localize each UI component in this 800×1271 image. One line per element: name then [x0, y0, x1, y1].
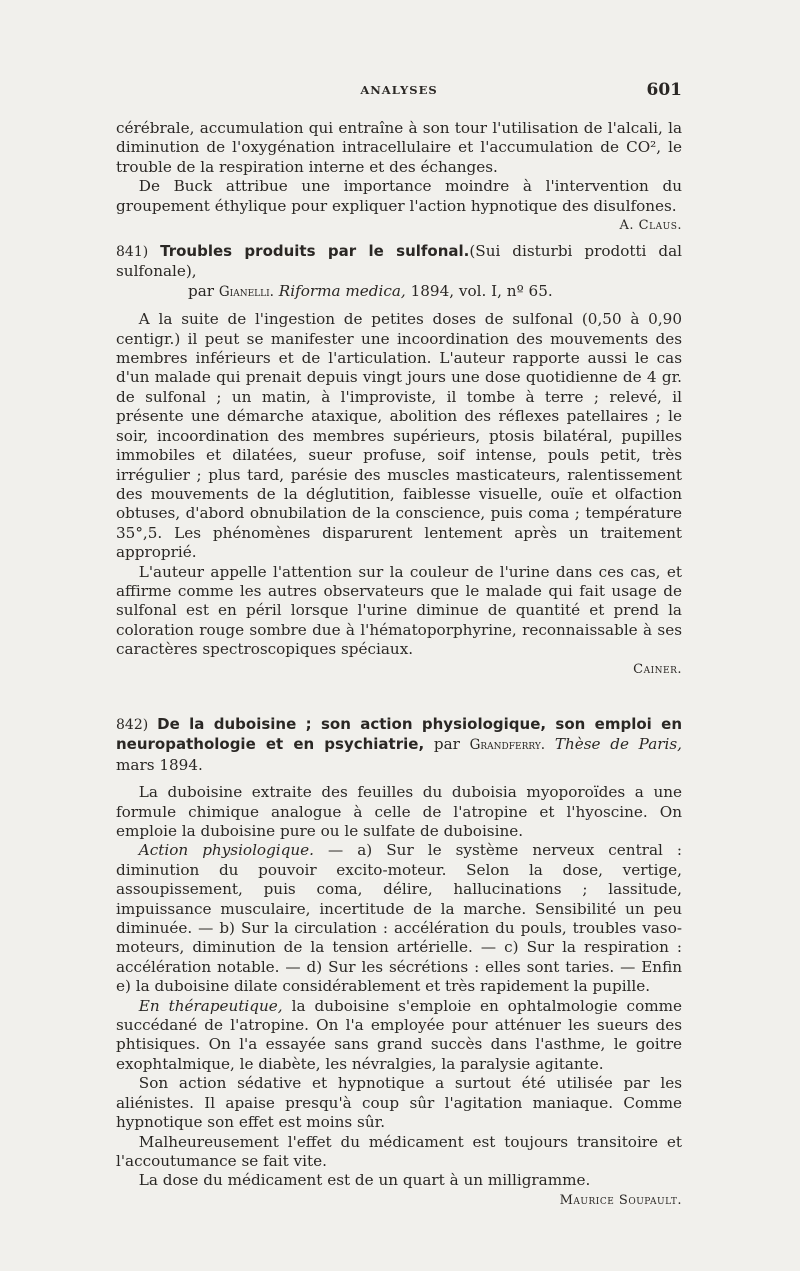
intro-paragraph-2-text: De Buck attribue une importance moindre à l'intervention du groupement éthylique pour expliquer l'action hypnotique des disulfones. — [116, 177, 682, 215]
entry-841-ref: 1894, vol. I, nº 65. — [410, 281, 553, 300]
entry-842-paragraph-2-text: — a) Sur le système nerveux central : diminution du pouvoir excito-moteur. Selon la dose, vertige, assoupissement, puis coma, délire, hallucinations ; lassitude, impuissance musculaire, incertitude de la marche. Sensibilité un peu diminuée. — b) Sur la circulation : accélération du pouls, troubles vaso-moteurs, diminution de la tension artérielle. — c) Sur la respiration : accélération notable. — d) Sur les sécrétions : elles sont taries. — Enfin e) la duboisine dilate considérablement et très rapidement la pupille. — [116, 841, 683, 996]
entry-841-paragraph-2: L'auteur appelle l'attention sur la couleur de l'urine dans ces cas, et affirme comme les autres observateurs que le malade qui fait usage de sulfonal est en péril lorsque l'urine diminue de quantité et prend la coloration rouge sombre due à l'hématoporphyrine, reconnaissable à ses caractères spectroscopiques spéciaux. — [116, 562, 682, 659]
entry-841-by: par — [188, 281, 215, 300]
entry-842-paragraph-2-label: Action physiologique. — [138, 841, 314, 860]
entry-842-paragraph-4: Son action sédative et hypnotique a surtout été utilisée par les aliénistes. Il apaise presqu'à coup sûr l'agitation maniaque. Comme hypnotique son effet est moins sûr. — [116, 1074, 682, 1132]
entry-841-paragraph-1: A la suite de l'ingestion de petites doses de sulfonal (0,50 à 0,90 centigr.) il peut se manifester une incoordination des mouvements des membres inférieurs et de l'articulation. L'auteur rapporte aussi le cas d'un malade qui prenait depuis vingt jours une dose quotidienne de 4 gr. de sulfonal ; un matin, à l'improviste, il tombe à terre ; relevé, il présente une démarche ataxique, abolition des réflexes patellaires ; le soir, incoordination des membres supérieurs, ptosis bilatéral, pupilles immobiles et dilatées, sueur profuse, soif intense, pouls petit, très irrégulier ; plus tard, parésie des muscles masticateurs, ralentissement des mouvements de la déglutition, faiblesse visuelle, ouïe et olfaction obtuses, d'abord obnubilation de la conscience, puis coma ; température 35°,5. Les phénomènes disparurent lentement après un traitement approprié. — [116, 310, 682, 562]
entry-841-title: Troubles produits par le sulfonal. — [160, 242, 470, 261]
entry-841-subtitle: (Sui disturbi prodotti dal sulfonale), — [116, 242, 682, 281]
entry-842-paragraph-2 — [116, 841, 682, 996]
entry-842-paragraph-1: La duboisine extraite des feuilles du duboisia myoporoïdes a une formule chimique analogue à celle de l'atropine et l'hyoscine. On emploie la duboisine pure ou le sulfate de duboisine. — [116, 783, 682, 840]
entry-842-date: mars 1894. — [116, 755, 203, 774]
entry-841-heading — [116, 242, 682, 302]
entry-841-number: 841) — [116, 244, 149, 261]
section-gap — [116, 679, 682, 701]
entry-842-paragraph-5: Malheureusement l'effet du médicament est toujours transitoire et l'accoutumance se fait vite. — [116, 1132, 682, 1170]
entry-841-signature: Cainer. — [633, 661, 682, 677]
intro-paragraph-1: cérébrale, accumulation qui entraîne à son tour l'utilisation de l'alcali, la diminution de l'oxygénation intracellulaire et l'accumulation de CO², le trouble de la respiration interne et des échanges. — [116, 119, 682, 176]
entry-842-paragraph-3-text: la duboisine s'emploie en ophtalmologie comme succédané de l'atropine. On l'a employée pour atténuer les sueurs des phtisiques. On l'a essayée sans grand succès dans l'asthme, le goitre exophtalmique, le diabète, les névralgies, la paralysie agitante. — [116, 996, 682, 1073]
entry-842-paragraph-6: La dose du médicament est de un quart à un milligramme. — [138, 1171, 591, 1190]
entry-842-paragraph-3-label: En thérapeutique, — [138, 996, 283, 1015]
entry-842-title: De la duboisine ; son action physiologique, son emploi en neuropathologie et en psychiatrie, — [116, 714, 683, 754]
intro-paragraph-2 — [116, 177, 682, 234]
page-header — [116, 80, 682, 102]
page-body — [116, 119, 682, 1210]
entry-842-heading — [116, 715, 682, 775]
entry-841-author-name: Gianelli. — [218, 283, 274, 300]
intro-author: A. Claus. — [619, 218, 682, 234]
entry-842-number: 842) — [116, 716, 149, 733]
running-head: ANALYSES — [360, 83, 438, 97]
entry-841-journal: Riforma medica, — [278, 281, 406, 300]
entry-842-thesis: Thèse de Paris, — [554, 735, 682, 754]
entry-842-author-name: Grandferry. — [469, 737, 546, 754]
entry-842-signature: Maurice Soupault. — [559, 1192, 682, 1208]
entry-842-paragraph-3 — [116, 997, 682, 1075]
entry-842-by: par — [433, 735, 460, 754]
page-number: 601 — [646, 80, 682, 100]
